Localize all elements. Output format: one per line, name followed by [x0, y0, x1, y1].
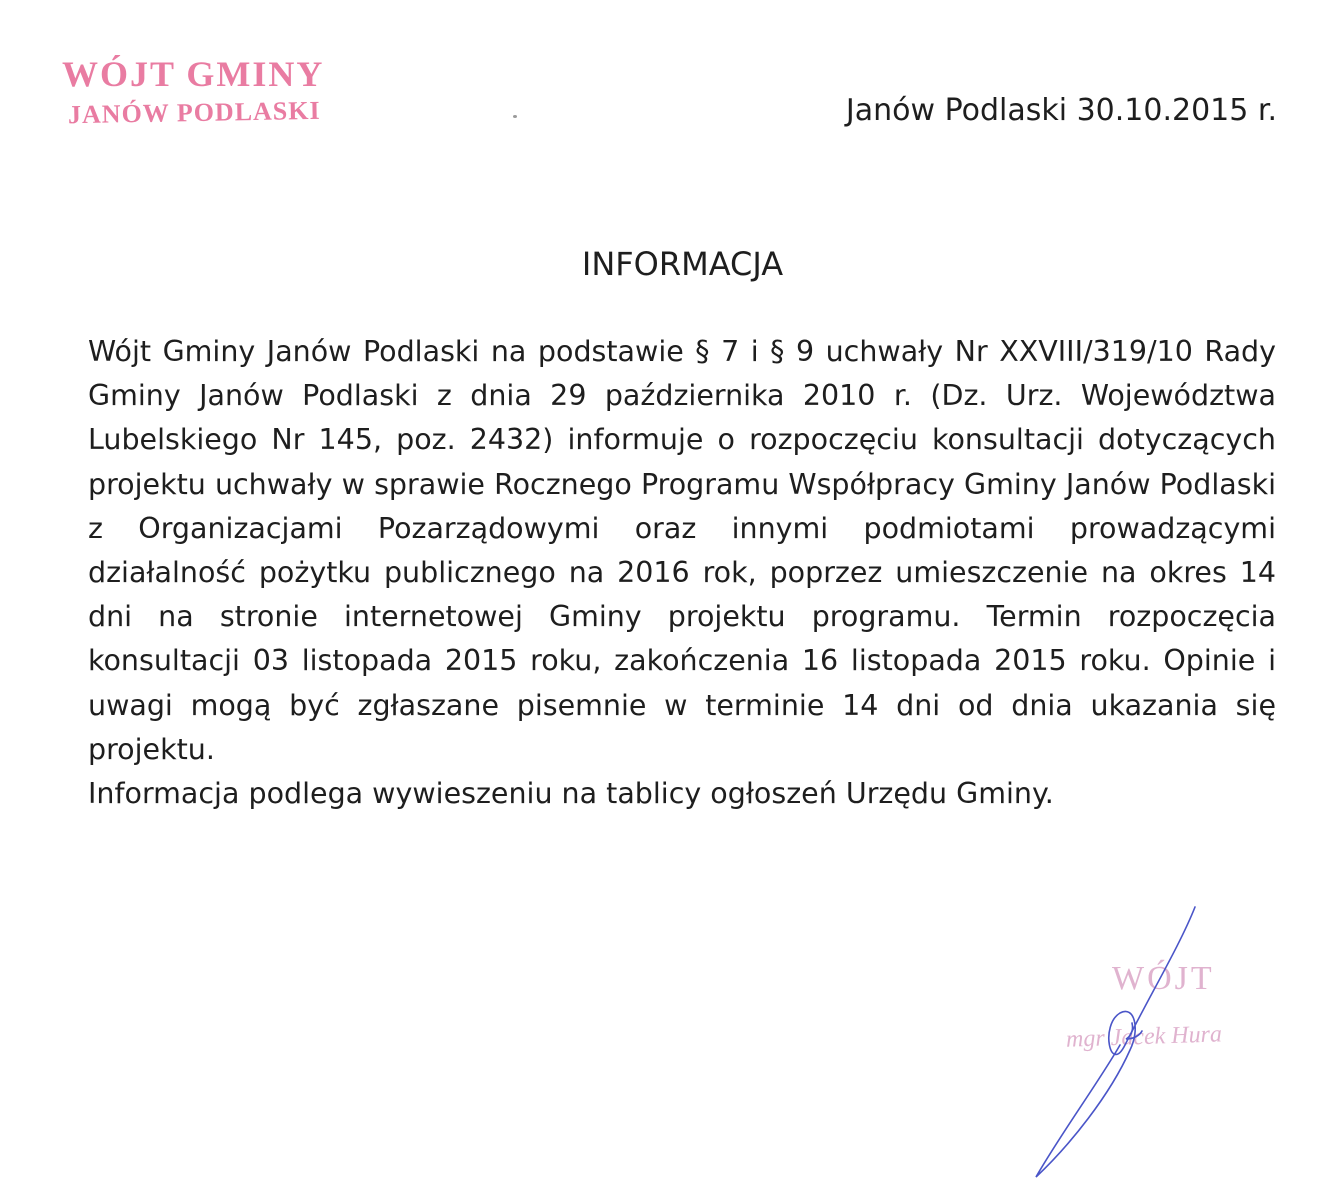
- stamp-line-2: JANÓW PODLASKI: [67, 95, 321, 130]
- handwritten-signature: [1030, 905, 1230, 1185]
- date-line: Janów Podlaski 30.10.2015 r.: [845, 93, 1277, 128]
- posting-note: Informacja podlega wywieszeniu na tablicy ogłoszeń Urzędu Gminy.: [88, 777, 1054, 811]
- issuer-stamp: [62, 52, 324, 130]
- scan-speck: [513, 115, 517, 118]
- stamp-line-1: WÓJT GMINY: [62, 54, 325, 94]
- main-paragraph: Wójt Gminy Janów Podlaski na podstawie § 7 i § 9 uchwały Nr XXVIII/319/10 Rady Gminy Janów Podlaski z dnia 29 października 2010 r. (Dz. Urz. Województwa Lubelskiego Nr 145, poz. 2432) informuje o rozpoczęciu konsultacji dotyczących projektu uchwały w sprawie Rocznego Programu Współpracy Gminy Janów Podlaski z Organizacjami Pozarządowymi oraz innymi podmiotami prowadzącymi działalność pożytku publicznego na 2016 rok, poprzez umieszczenie na okres 14 dni na stronie internetowej Gminy projektu programu. Termin rozpoczęcia konsultacji 03 listopada 2015 roku, zakończenia 16 listopada 2015 roku. Opinie i uwagi mogą być zgłaszane pisemnie w terminie 14 dni od dnia ukazania się projektu.: [88, 335, 1276, 766]
- signature-stamp-title: WÓJT: [1112, 960, 1215, 997]
- document-body: [88, 330, 1276, 816]
- document-title: INFORMACJA: [581, 245, 784, 283]
- signature-stamp-name: mgr Jacek Hura: [1065, 1021, 1223, 1053]
